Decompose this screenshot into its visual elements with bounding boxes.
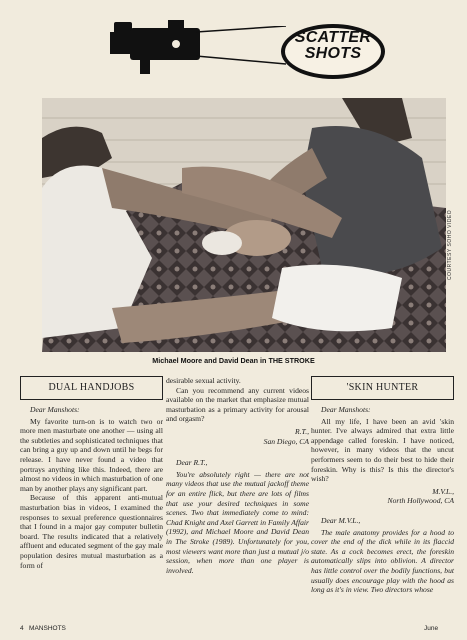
signature-name: R.T., [295, 426, 309, 436]
letter-salute: Dear Manshots: [321, 405, 371, 414]
footer-month: June [424, 625, 439, 632]
signature-name: M.V.L., [432, 486, 454, 496]
signature-place: North Hollywood, CA [387, 496, 454, 506]
reply-salute: Dear R.T., [176, 458, 208, 468]
camera-beam-lines [196, 26, 286, 66]
page-number: 4 [20, 625, 24, 632]
photo-credit: COURTESY SOHO VIDEO [447, 209, 453, 280]
reply-salute: Dear M.V.L., [321, 515, 361, 525]
photo [42, 98, 446, 352]
heading-skin-hunter: 'SKIN HUNTER [311, 376, 454, 400]
column-1 [20, 376, 163, 570]
letter-paragraph: All my life, I have been an avid 'skin hunter. I've always admired that extra little appendage called foreskin. I have noticed, however, in many videos that the uncut performers seem to do their best to hide their foreskin. Why is this? Is this the director's wish? [311, 416, 454, 484]
photo-caption: Michael Moore and David Dean in THE STROKE [152, 356, 315, 365]
section-title [281, 30, 385, 62]
column-3 [311, 376, 454, 595]
letter-paragraph: My favorite turn-on is to watch two or more men masturbate one another — using all the subtleties and sophisticated techniques that can bring a guy up and down until he begs for release. I have never found a video that portrays anything like this. Indeed, there are almost no videos in which masturbation of one man by another plays any significant part. [20, 416, 163, 493]
footer-left [20, 625, 66, 632]
letter-paragraph: desirable sexual activity. [166, 376, 241, 385]
column-2 [166, 376, 309, 575]
signature-place: San Diego, CA [263, 436, 309, 446]
logo-line-1: SCATTER [294, 29, 372, 46]
logo-line-2: SHOTS [304, 45, 362, 62]
letter-paragraph: Because of this apparent anti-mutual masturbation bias in videos, I examined the responses to sexual preference questionnaires that I found in a major gay computer bulletin board. The results indicated that a relatively affluent and educated segment of the gay male population desires mutual masturbation as a form of [20, 493, 163, 570]
letter-salute: Dear Manshots: [30, 405, 80, 414]
heading-dual-handjobs: DUAL HANDJOBS [20, 376, 163, 400]
video-camera-icon [110, 18, 202, 76]
letter-paragraph: Can you recommend any current videos available on the market that emphasize mutual masturbation as a primary activity for arousal and orgasm? [166, 385, 309, 424]
reply-paragraph: You're absolutely right — there are not many videos that use the mutual jackoff theme for an entire flick, but there are lots of films that use your desired techniques in some scenes. Two that immediately come to mind: Chad Knight and Axel Garrett in Family Affair (1992), and Michael Moore and David Dean in The Stroke (1989). Unfortunately for you, most viewers want more than just a mutual j/o session, when more than one player is involved. [166, 469, 309, 575]
magazine-name: MANSHOTS [29, 625, 66, 632]
reply-paragraph: The male anatomy provides for a hood to cover the end of the dick while in its flaccid state. As a cock becomes erect, the foreskin automatically slips into oblivion. A director has little control over the bodily functions, but usually does encourage play with the hood as long as it's in view. Two directors whose [311, 527, 454, 595]
